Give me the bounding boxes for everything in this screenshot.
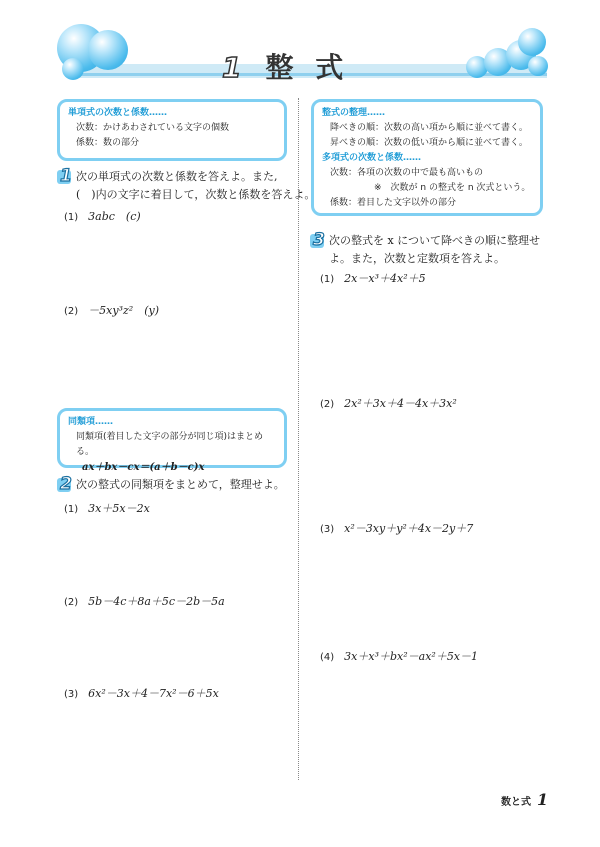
page-footer — [501, 790, 548, 809]
info-note: ※ 次数が n の整式を n 次式という。 — [374, 183, 531, 193]
info-formula: ax＋bx－cx＝(a＋b－c)x — [82, 462, 205, 473]
subproblem-label: (2) — [320, 399, 335, 410]
info-box-monomial — [57, 99, 287, 161]
subproblem — [64, 593, 225, 609]
subproblem-expression: 3abc (c) — [88, 210, 141, 223]
info-line: 次数：各項の次数の中で最も高いもの — [330, 168, 484, 178]
bubble-decoration-right-5 — [528, 56, 548, 76]
subproblem — [64, 302, 159, 318]
problem-text-line: ( )内の文字に着目して，次数と係数を答えよ。 — [76, 188, 316, 201]
subproblem-expression: 2x²＋3x＋4－4x＋3x² — [344, 397, 457, 410]
info-heading: 多項式の次数と係数…… — [322, 153, 422, 163]
column-divider — [298, 98, 299, 780]
subproblem-label: (1) — [320, 274, 335, 285]
problem-text — [76, 168, 315, 204]
info-line: 同類項(着目した文字の部分が同じ項)はまとめる。 — [76, 432, 264, 457]
subproblem-label: (3) — [64, 689, 79, 700]
subproblem — [64, 500, 150, 516]
info-line: 次数：かけあわされている文字の個数 — [76, 123, 230, 133]
info-heading: 整式の整理…… — [322, 108, 386, 118]
subproblem — [320, 395, 457, 411]
subproblem — [320, 520, 473, 536]
info-line: 昇べきの順：次数の低い項から順に並べて書く。 — [330, 138, 528, 148]
subproblem-label: (2) — [64, 597, 79, 608]
info-line: 係数：数の部分 — [76, 138, 140, 148]
info-heading: 同類項…… — [68, 417, 114, 427]
subproblem-expression: 5b－4c＋8a＋5c－2b－5a — [88, 595, 225, 608]
subproblem-label: (2) — [64, 306, 79, 317]
subproblem-label: (3) — [320, 524, 335, 535]
chapter-number: 1 — [222, 51, 248, 84]
subproblem — [64, 208, 141, 224]
page-number: 1 — [537, 790, 549, 809]
problem-text-line: 次の単項式の次数と係数を答えよ。また, — [76, 170, 278, 183]
subproblem — [64, 685, 219, 701]
problem-text: 次の整式の同類項をまとめて，整理せよ。 — [76, 478, 285, 491]
bubble-decoration-left-small — [62, 58, 84, 80]
subproblem-label: (1) — [64, 212, 79, 223]
subproblem-expression: x²－3xy＋y²＋4x－2y＋7 — [344, 522, 474, 535]
subproblem-expression: －5xy³z² (y) — [88, 304, 160, 317]
bubble-decoration-left-medium — [88, 30, 128, 70]
problem-text — [329, 232, 540, 268]
problem-text-line: よ。また，次数と定数項を答えよ。 — [329, 252, 505, 265]
subproblem — [320, 270, 426, 286]
footer-section-label: 数と式 — [501, 797, 531, 808]
bubble-decoration-right-4 — [518, 28, 546, 56]
info-box-like-terms — [57, 408, 287, 473]
info-box-polynomial — [311, 99, 543, 216]
info-line: 降べきの順：次数の高い項から順に並べて書く。 — [330, 123, 528, 133]
problem-number-2: 2 — [60, 474, 72, 494]
subproblem-expression: 2x－x³＋4x²＋5 — [344, 272, 426, 285]
subproblem-expression: 6x²－3x＋4－7x²－6＋5x — [88, 687, 219, 700]
subproblem-expression: 3x＋x³＋bx²－ax²＋5x－1 — [344, 650, 479, 663]
info-line: 係数：着目した文字以外の部分 — [330, 198, 457, 208]
problem-text-line: 次の整式を x について降べきの順に整理せ — [329, 234, 540, 247]
subproblem-expression: 3x＋5x－2x — [88, 502, 150, 515]
problem-number-1: 1 — [60, 166, 72, 186]
problem-number-3: 3 — [313, 230, 325, 250]
subproblem-label: (4) — [320, 652, 335, 663]
subproblem — [320, 648, 478, 664]
info-heading: 単項式の次数と係数…… — [68, 108, 168, 118]
chapter-title: 整 式 — [265, 51, 350, 84]
subproblem-label: (1) — [64, 504, 79, 515]
page-title — [222, 46, 349, 86]
